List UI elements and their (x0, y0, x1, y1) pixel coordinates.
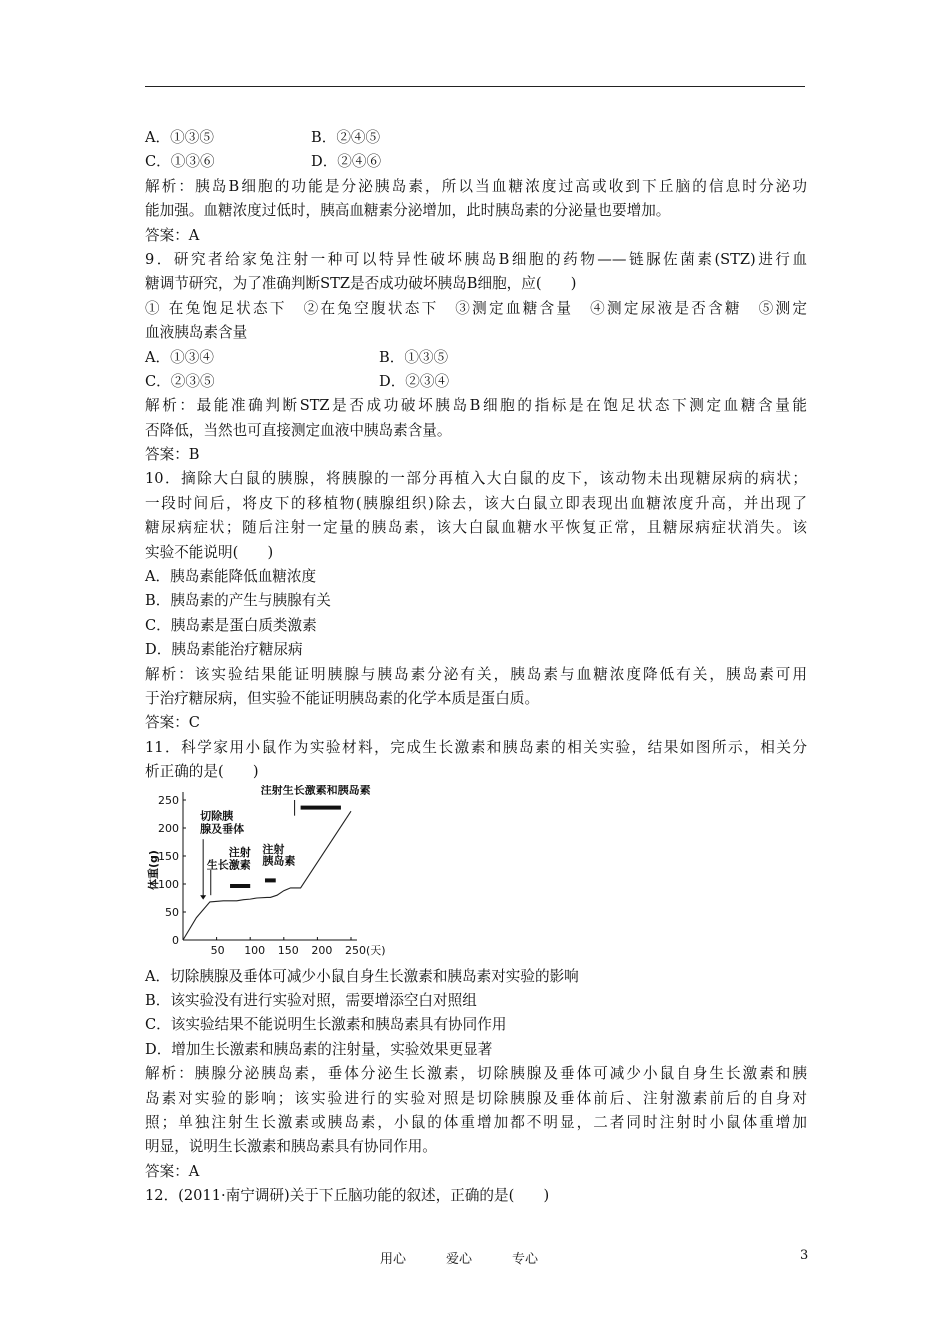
q10-stem-cont-3: 实验不能说明( ) (145, 543, 274, 561)
q10-analysis: 解析：该实验结果能证明胰腺与胰岛素分泌有关，胰岛素与血糖浓度降低有关，胰岛素可用 (145, 665, 807, 683)
q8-options-ab (145, 126, 807, 150)
footer-motto-2: 爱心 (446, 1252, 473, 1267)
q10-stem: 10．摘除大白鼠的胰腺，将胰腺的一部分再植入大白鼠的皮下，该动物未出现糖尿病的病状； (145, 470, 807, 488)
x-tick-label: 250(天) (345, 943, 386, 957)
q11-stem: 11．科学家用小鼠作为实验材料，完成生长激素和胰岛素的相关实验，结果如图所示，相关分 (145, 738, 807, 756)
q11-chart-area (145, 785, 807, 965)
annotation-insulin-line1: 注射 (262, 842, 285, 856)
q10-option-c: C．胰岛素是蛋白质类激素 (145, 616, 317, 634)
q8-option-a: A．①③⑤ (145, 129, 214, 146)
annotation-remove-arrowhead (200, 895, 206, 899)
y-tick-label: 0 (172, 933, 179, 947)
q9-answer: 答案：B (145, 446, 200, 464)
q11-option-a: A．切除胰腺及垂体可减少小鼠自身生长激素和胰岛素对实验的影响 (145, 967, 579, 985)
y-tick-label: 250 (158, 793, 179, 807)
q9-options-ab (145, 346, 807, 370)
q11-analysis: 解析：胰腺分泌胰岛素，垂体分泌生长激素，切除胰腺及垂体可减少小鼠自身生长激素和胰 (145, 1065, 807, 1083)
annotation-remove-line2: 腺及垂体 (200, 822, 245, 836)
q11-stem-cont: 析正确的是( ) (145, 763, 259, 781)
y-tick-label: 200 (158, 821, 179, 835)
q9-option-a: A．①③④ (145, 348, 214, 366)
y-tick-label: 50 (165, 905, 179, 919)
q8-option-b: B．②④⑤ (311, 129, 381, 146)
q12-stem: 12．(2011·南宁调研)关于下丘脑功能的叙述，正确的是( ) (145, 1187, 550, 1205)
q11-option-d: D．增加生长激素和胰岛素的注射量，实验效果更显著 (145, 1040, 493, 1058)
x-tick-label: 50 (210, 943, 225, 957)
x-tick-label: 100 (244, 943, 266, 957)
page-number: 3 (800, 1248, 809, 1263)
q9-analysis-cont: 否降低，当然也可直接测定血液中胰岛素含量。 (145, 421, 452, 439)
x-tick-label: 150 (277, 943, 299, 957)
q11-analysis-cont-1: 岛素对实验的影响；该实验进行的实验对照是切除胰腺及垂体前后、注射激素前后的自身对 (145, 1089, 807, 1107)
q10-option-d: D．胰岛素能治疗糖尿病 (145, 641, 303, 659)
q9-items-cont: 血液胰岛素含量 (145, 324, 248, 342)
header-rule (145, 86, 805, 87)
q8-option-c: C．①③⑥ (145, 153, 215, 171)
q9-option-b: B．①③⑤ (379, 348, 449, 366)
q11-answer: 答案：A (145, 1162, 200, 1180)
annotation-remove-line1: 切除胰 (200, 809, 234, 823)
annotation-gh-bar (230, 884, 250, 888)
page-body (145, 126, 807, 1208)
q9-stem: 9．研究者给家兔注射一种可以特异性破坏胰岛B细胞的药物——链脲佐菌素(STZ)进行血 (145, 250, 807, 268)
q10-stem-cont-2: 糖尿病症状；随后注射一定量的胰岛素，该大白鼠血糖水平恢复正常，且糖尿病症状消失。该 (145, 519, 807, 537)
annotation-insulin-bar (265, 878, 276, 882)
footer-motto-1: 用心 (380, 1252, 407, 1267)
annotation-gh-line1: 注射 (228, 845, 251, 859)
annotation-insulin-line2: 胰岛素 (262, 853, 296, 867)
q8-analysis-cont: 能加强。血糖浓度过低时，胰高血糖素分泌增加，此时胰岛素的分泌量也要增加。 (145, 202, 671, 220)
q9-option-d: D．②③④ (379, 372, 450, 390)
q8-option-d: D．②④⑥ (311, 153, 382, 171)
q10-option-a: A．胰岛素能降低血糖浓度 (145, 568, 317, 586)
footer-motto (380, 1248, 538, 1267)
q9-options-cd (145, 370, 807, 394)
footer-motto-3: 专心 (512, 1252, 539, 1267)
x-tick-label: 200 (311, 943, 333, 957)
y-axis-label: 体重(g) (147, 849, 160, 890)
q9-option-c: C．②③⑤ (145, 372, 215, 390)
y-tick-label: 150 (158, 849, 179, 863)
q9-stem-cont: 糖调节研究，为了准确判断STZ是否成功破坏胰岛B细胞，应( ) (145, 275, 577, 293)
weight-line-chart (145, 785, 405, 965)
q11-option-b: B．该实验没有进行实验对照，需要增添空白对照组 (145, 991, 477, 1009)
y-tick-label: 100 (158, 877, 179, 891)
q10-analysis-cont: 于治疗糖尿病，但实验不能证明胰岛素的化学本质是蛋白质。 (145, 689, 540, 707)
q9-items: ① 在兔饱足状态下 ②在兔空腹状态下 ③测定血糖含量 ④测定尿液是否含糖 ⑤测定 (145, 299, 807, 317)
annotation-gh-line2: 生长激素 (206, 857, 251, 871)
q10-answer: 答案：C (145, 714, 200, 732)
q10-option-b: B．胰岛素的产生与胰腺有关 (145, 592, 331, 610)
q11-option-c: C．该实验结果不能说明生长激素和胰岛素具有协同作用 (145, 1016, 507, 1034)
q11-analysis-cont-3: 明显，说明生长激素和胰岛素具有协同作用。 (145, 1138, 437, 1156)
q8-answer: 答案：A (145, 226, 200, 244)
q8-analysis: 解析：胰岛B细胞的功能是分泌胰岛素，所以当血糖浓度过高或收到下丘脑的信息时分泌功 (145, 177, 807, 195)
q9-analysis: 解析：最能准确判断STZ是否成功破坏胰岛B细胞的指标是在饱足状态下测定血糖含量能 (145, 397, 807, 415)
q8-options-cd (145, 150, 807, 174)
annotation-both-bar (301, 805, 341, 809)
annotation-both-label: 注射生长激素和胰岛素 (260, 784, 371, 796)
q11-analysis-cont-2: 照；单独注射生长激素或胰岛素，小鼠的体重增加都不明显，二者同时注射时小鼠体重增加 (145, 1113, 807, 1131)
q10-stem-cont-1: 一段时间后，将皮下的移植物(胰腺组织)除去，该大白鼠立即表现出血糖浓度升高，并出现了 (145, 494, 807, 512)
